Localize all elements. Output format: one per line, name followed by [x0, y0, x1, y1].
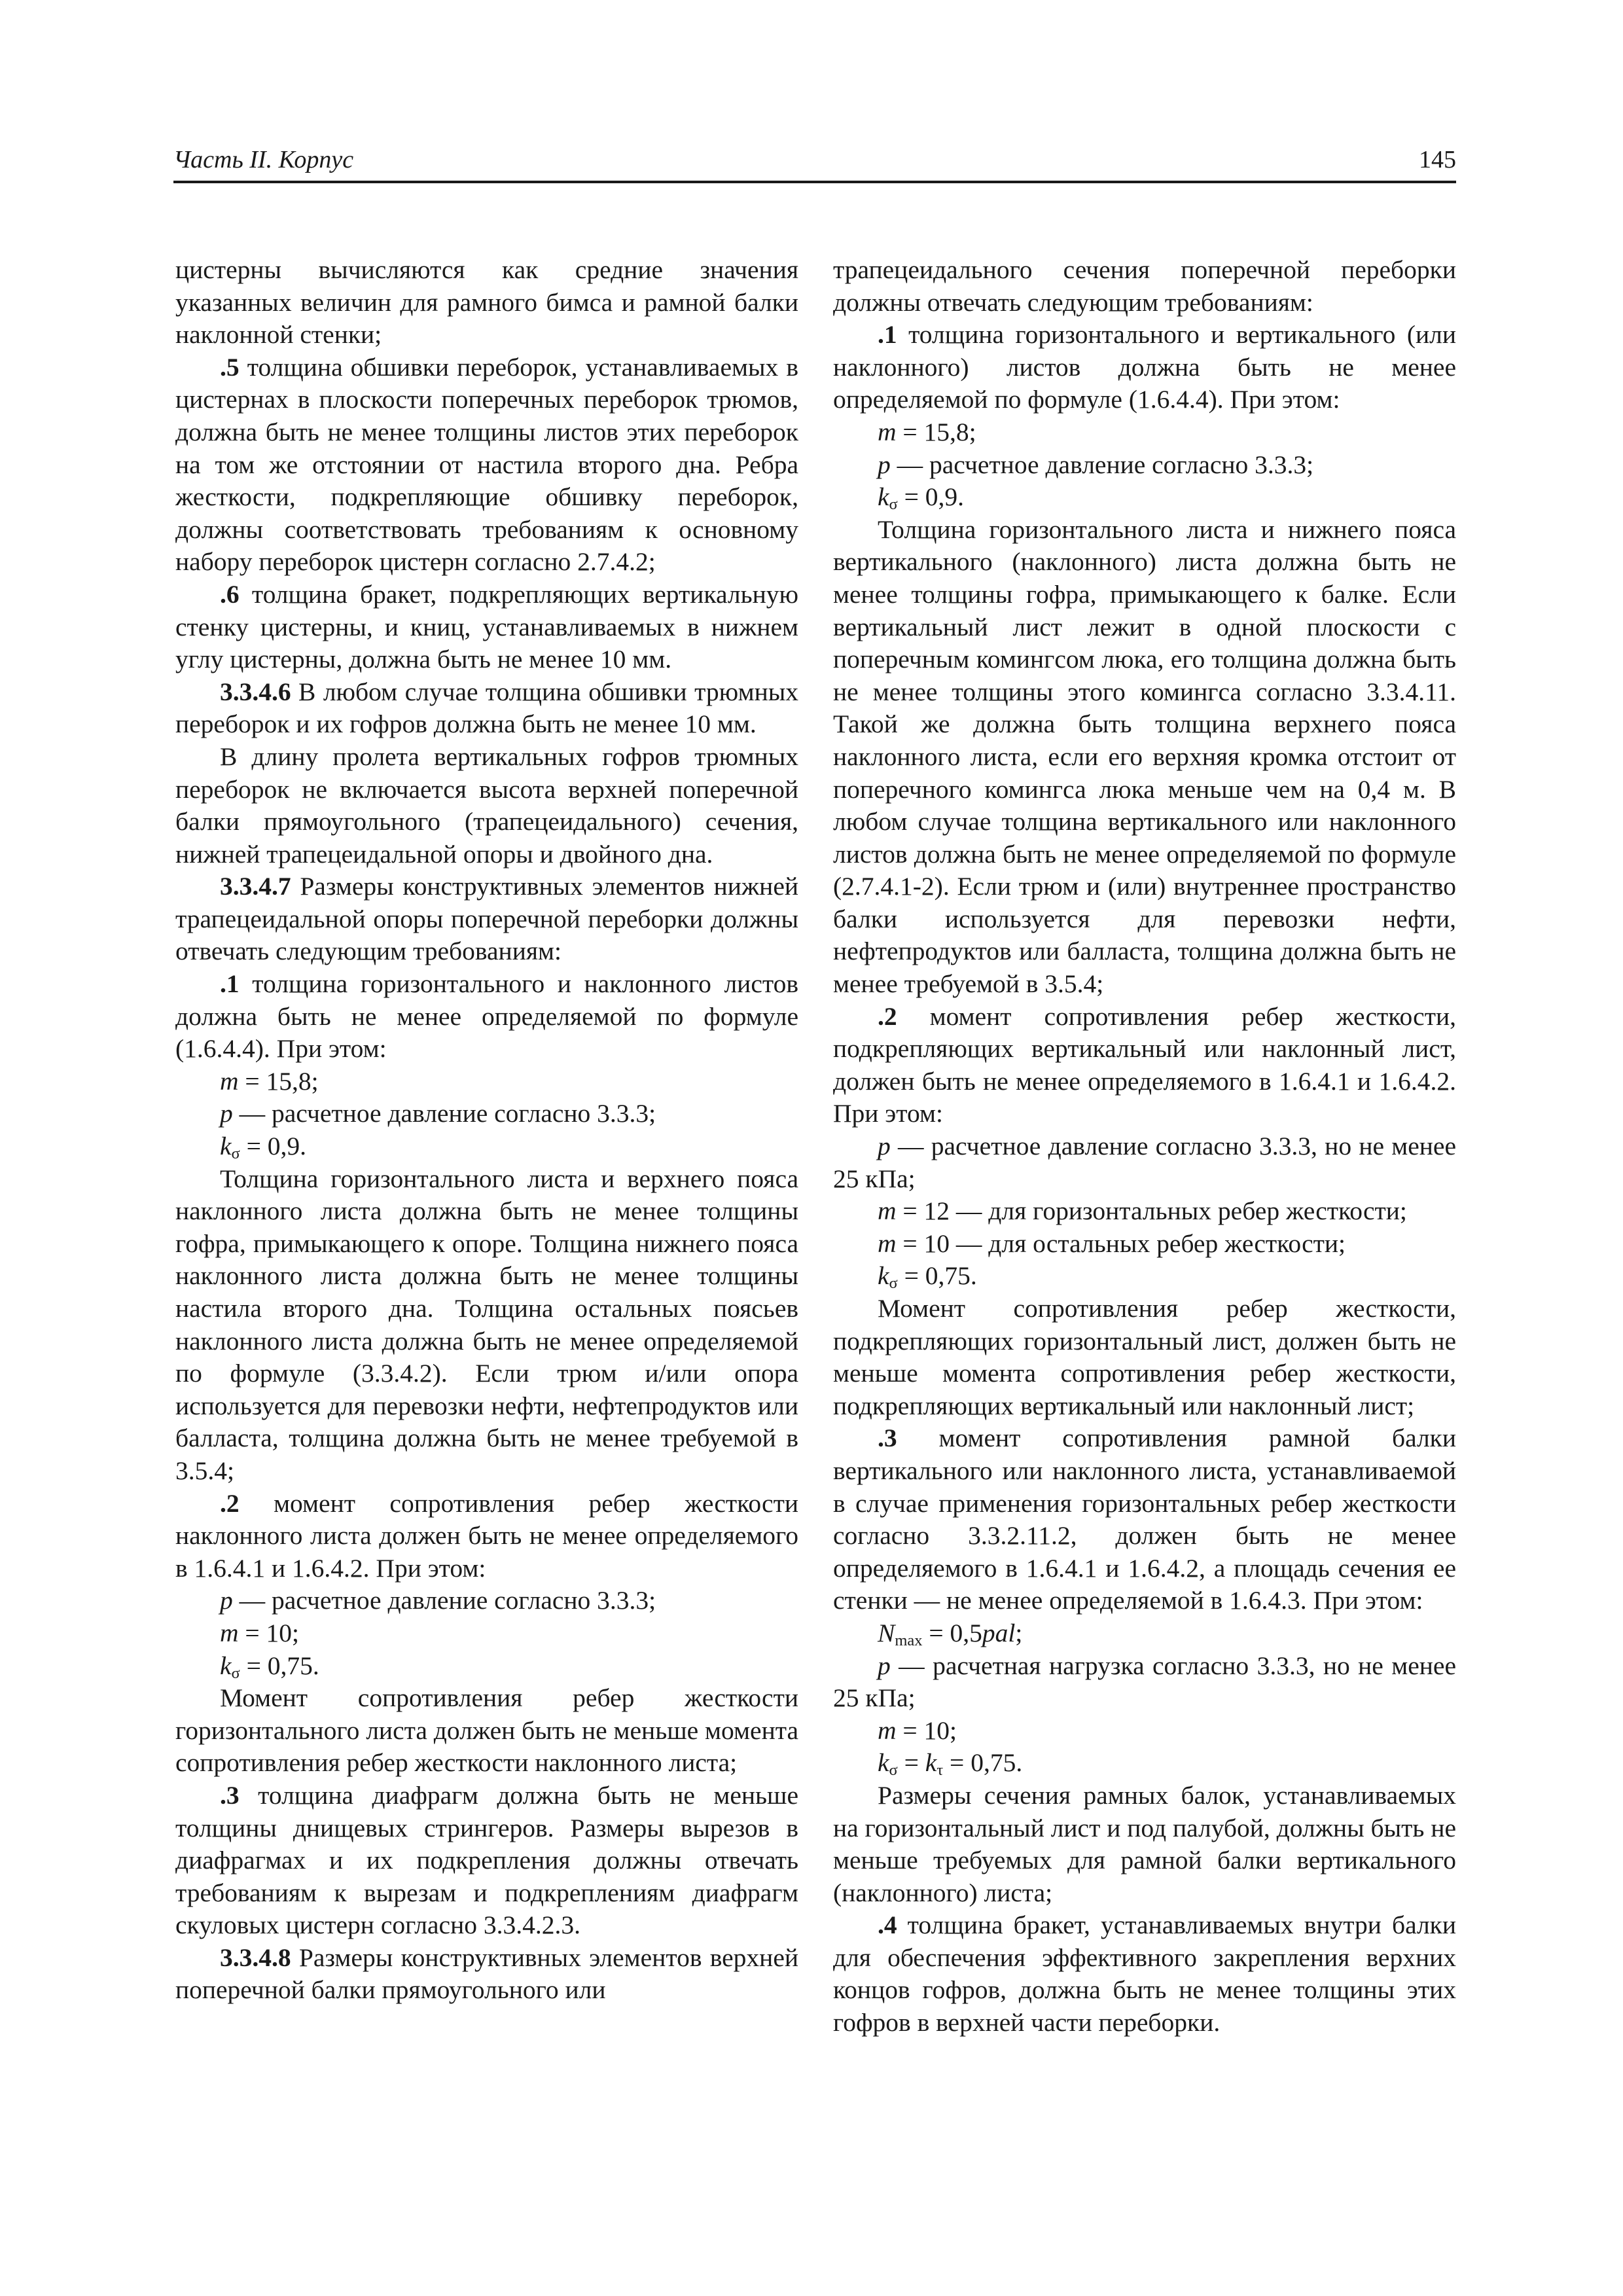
formula-line [175, 1617, 798, 1650]
formula-subscript: σ [231, 1664, 240, 1682]
formula-variable: m [878, 1229, 897, 1258]
formula-variable: m [220, 1618, 239, 1647]
paragraph-text: — расчетная нагрузка согласно 3.3.3, но не менее 25 кПа; [833, 1651, 1456, 1713]
paragraph-text: — расчетное давление согласно 3.3.3, но не менее 25 кПа; [833, 1132, 1456, 1193]
paragraph-text: Размеры конструктивных элементов верхней поперечной балки прямоугольного или [175, 1943, 798, 2005]
paragraph-text: толщина обшивки переборок, устанавливаемых в цистернах в плоскости поперечных переборок трюмов, должна быть не менее толщины листов этих переборок на том же отстоянии от настила второго дна. Ребра жесткости, подкрепляющие обшивку переборок, должны соответствовать требованиям к основному набору переборок цистерн согласно 2.7.4.2; [175, 352, 798, 577]
formula-variable: k [878, 1261, 889, 1291]
formula-variable: k [925, 1748, 937, 1778]
running-header [173, 143, 1456, 183]
formula-line [175, 1130, 798, 1163]
formula-line [833, 1747, 1456, 1780]
formula-variable: m [878, 417, 897, 446]
formula-subscript: σ [231, 1145, 240, 1163]
formula-line [833, 1617, 1456, 1650]
paragraph [833, 1001, 1456, 1130]
formula-line [833, 1260, 1456, 1293]
formula-subscript: σ [889, 1274, 898, 1293]
formula-text: = 0,75. [943, 1748, 1023, 1778]
formula-variable: p [878, 1651, 891, 1680]
paragraph-text: В любом случае толщина обшивки трюмных переборок и их гофров должна быть не менее 10 мм. [175, 677, 798, 739]
paragraph [175, 1780, 798, 1942]
formula-text: = 0,75. [240, 1651, 319, 1680]
formula-line [833, 1228, 1456, 1261]
formula-text: — расчетное давление согласно 3.3.3; [232, 1586, 656, 1615]
formula-line [833, 1195, 1456, 1228]
formula-text: = 10; [896, 1715, 957, 1745]
formula-text: = 0,5 [922, 1618, 982, 1647]
clause-number: .3 [220, 1780, 240, 1810]
formula-variable: m [878, 1196, 897, 1226]
formula-line [833, 416, 1456, 449]
formula-text: = [897, 1748, 925, 1778]
paragraph: Размеры сечения рамных балок, устанавливаемых на горизонтальный лист и под палубой, должны быть не меньше требуемых для рамной балки вертикального (наклонного) листа; [833, 1780, 1456, 1907]
paragraph [175, 676, 798, 741]
clause-number: .6 [220, 579, 240, 609]
formula-text: = 12 — для горизонтальных ребер жесткости; [896, 1196, 1407, 1226]
formula-text: = 10 — для остальных ребер жесткости; [896, 1229, 1346, 1258]
clause-number: .2 [220, 1488, 240, 1518]
page-number: 145 [1419, 146, 1456, 173]
formula-line [833, 481, 1456, 514]
formula-line [175, 1650, 798, 1683]
formula-text: = 0,9. [897, 482, 965, 512]
formula-text: = 15,8; [238, 1066, 319, 1096]
formula-subscript: τ [936, 1761, 944, 1780]
paragraph: Толщина горизонтального листа и верхнего пояса наклонного листа должна быть не менее толщины гофра, примыкающего к опоре. Толщина нижнего пояса наклонного листа должна быть не менее толщины настила второго дна. Толщина остальных поясьев наклонного листа должна быть не менее определяемой по формуле (3.3.4.2). Если трюм и/или опора используется для перевозки нефти, нефтепродуктов или балласта, толщина должна быть не менее требуемой в 3.5.4; [175, 1164, 798, 1485]
formula-variable: p [878, 450, 891, 479]
formula-line [833, 449, 1456, 482]
left-column [175, 254, 798, 2007]
paragraph [175, 968, 798, 1066]
paragraph [175, 351, 798, 579]
formula-variable: k [878, 482, 889, 512]
formula-text: = 15,8; [896, 417, 976, 446]
formula-subscript: σ [889, 1761, 898, 1780]
paragraph [833, 1650, 1456, 1715]
paragraph [175, 1942, 798, 2007]
paragraph-text: момент сопротивления ребер жесткости наклонного листа должен быть не менее определяемого в 1.6.4.1 и 1.6.4.2. При этом: [175, 1488, 798, 1583]
formula-variable: p [878, 1132, 891, 1161]
formula-line [175, 1098, 798, 1130]
formula-variable: pal [982, 1618, 1016, 1647]
formula-text: = 0,9. [240, 1132, 307, 1161]
formula-variable: p [220, 1099, 233, 1128]
clause-number: .1 [220, 969, 240, 999]
formula-text: ; [1015, 1618, 1023, 1647]
paragraph: В длину пролета вертикальных гофров трюмных переборок не включается высота верхней поперечной балки прямоугольного (трапецеидального) сечения, нижней трапецеидальной опоры и двойного дна. [175, 742, 798, 869]
formula-subscript: σ [889, 495, 898, 514]
paragraph-text: Размеры конструктивных элементов нижней трапецеидальной опоры поперечной переборки должны отвечать следующим требованиям: [175, 872, 798, 966]
formula-line [175, 1585, 798, 1617]
paragraph [175, 1488, 798, 1585]
paragraph [833, 1422, 1456, 1617]
running-title: Часть II. Корпус [173, 146, 354, 173]
clause-number: .5 [220, 352, 240, 382]
formula-text: = 10; [238, 1618, 300, 1647]
clause-number: .1 [878, 320, 897, 350]
section-number: 3.3.4.7 [220, 872, 291, 901]
formula-variable: m [220, 1066, 239, 1096]
formula-variable: k [878, 1748, 889, 1778]
paragraph: трапецеидального сечения поперечной переборки должны отвечать следующим требованиям: [833, 255, 1456, 317]
formula-variable: N [878, 1618, 895, 1647]
formula-variable: p [220, 1586, 233, 1615]
paragraph: Толщина горизонтального листа и нижнего пояса вертикального (наклонного) листа должна быть не менее толщины гофра, примыкающего к балке. Если вертикальный лист лежит в одной плоскости с поперечным комингсом люка, его толщина должна быть не менее толщины этого комингса согласно 3.3.4.11. Такой же должна быть толщина верхнего пояса наклонного листа, если его верхняя кромка отстоит от поперечного комингса люка меньше чем на 0,4 м. В любом случае толщина вертикального или наклонного листов должна быть не менее определяемой по формуле (2.7.4.1-2). Если трюм и (или) внутреннее пространство балки используется для перевозки нефти, нефтепродуктов или балласта, толщина должна быть не менее требуемой в 3.5.4; [833, 514, 1456, 999]
paragraph-text: момент сопротивления рамной балки вертикального или наклонного листа, устанавливаемой в случае применения горизонтальных ребер жесткости согласно 3.3.2.11.2, должен быть не менее определяемого в 1.6.4.1 и 1.6.4.2, а площадь сечения ее стенки — не менее определяемой в 1.6.4.3. При этом: [833, 1424, 1456, 1615]
formula-text: — расчетное давление согласно 3.3.3; [890, 450, 1314, 479]
paragraph: Момент сопротивления ребер жесткости, подкрепляющих горизонтальный лист, должен быть не меньше момента сопротивления ребер жесткости, подкрепляющих вертикальный или наклонный лист; [833, 1294, 1456, 1420]
paragraph [833, 1130, 1456, 1195]
paragraph: Момент сопротивления ребер жесткости горизонтального листа должен быть не меньше момента сопротивления ребер жесткости наклонного листа; [175, 1683, 798, 1778]
formula-variable: m [878, 1715, 897, 1745]
section-number: 3.3.4.6 [220, 677, 291, 706]
paragraph [175, 870, 798, 968]
paragraph [833, 319, 1456, 416]
right-column [833, 254, 1456, 2039]
formula-text: = 0,75. [897, 1261, 977, 1291]
paragraph [833, 1909, 1456, 2039]
formula-variable: k [220, 1132, 232, 1161]
paragraph [175, 579, 798, 676]
paragraph-text: толщина горизонтального и наклонного листов должна быть не менее определяемой по формуле (1.6.4.4). При этом: [175, 969, 798, 1064]
paragraph-text: толщина диафрагм должна быть не меньше толщины днищевых стрингеров. Размеры вырезов в диафрагмах и их подкрепления должны отвечать требованиям к вырезам и подкреплениям диафрагм скуловых цистерн согласно 3.3.4.2.3. [175, 1780, 798, 1940]
paragraph-text: момент сопротивления ребер жесткости, подкрепляющих вертикальный или наклонный лист, должен быть не менее определяемого в 1.6.4.1 и 1.6.4.2. При этом: [833, 1001, 1456, 1128]
formula-line [833, 1715, 1456, 1748]
formula-line [175, 1066, 798, 1098]
formula-variable: k [220, 1651, 232, 1680]
paragraph: цистерны вычисляются как средние значения указанных величин для рамного бимса и рамной балки наклонной стенки; [175, 255, 798, 350]
paragraph-text: толщина бракет, устанавливаемых внутри балки для обеспечения эффективного закрепления верхних концов гофров, должна быть не менее толщины этих гофров в верхней части переборки. [833, 1910, 1456, 2037]
clause-number: .4 [878, 1910, 897, 1940]
paragraph-text: толщина бракет, подкрепляющих вертикальную стенку цистерны, и книц, устанавливаемых в нижнем углу цистерны, должна быть не менее 10 мм. [175, 579, 798, 674]
formula-text: — расчетное давление согласно 3.3.3; [232, 1099, 656, 1128]
clause-number: .3 [878, 1424, 897, 1453]
clause-number: .2 [878, 1001, 897, 1031]
section-number: 3.3.4.8 [220, 1943, 291, 1972]
paragraph-text: толщина горизонтального и вертикального (или наклонного) листов должна быть не менее определяемой по формуле (1.6.4.4). При этом: [833, 320, 1456, 414]
formula-subscript: max [895, 1632, 923, 1650]
